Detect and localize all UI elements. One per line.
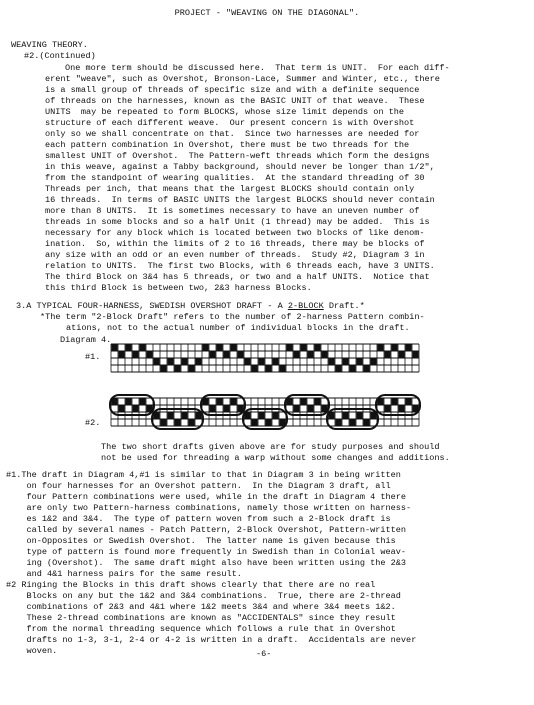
section3-heading-underlined: 2-BLOCK	[287, 301, 324, 311]
diagram-caption-line: not be used for threading a warp without some changes and additions.	[101, 453, 450, 463]
draft-1-thread-mark	[378, 345, 384, 351]
draft-1-thread-mark	[371, 359, 377, 365]
draft-1-thread-mark	[385, 352, 391, 358]
draft-1-thread-mark	[161, 366, 167, 372]
paragraph-line: are only two Pattern-harness combinations, namely those written on harness-	[6, 503, 412, 513]
paragraph-line: and 4&1 harness pairs for the same result.	[6, 569, 242, 579]
draft-1-thread-mark	[140, 345, 146, 351]
draft-1-thread-mark	[322, 352, 328, 358]
draft-2-thread-mark	[210, 406, 216, 412]
paragraph-line: only so we shall concentrate on that. Since two harnesses are needed for	[45, 129, 420, 139]
draft-1-thread-mark	[329, 359, 335, 365]
draft-1-thread-mark	[189, 366, 195, 372]
paragraph-line: structure of each different weave. Our present concern is with Overshot	[45, 118, 415, 128]
draft-2-thread-mark	[364, 420, 370, 426]
draft-1-thread-mark	[406, 345, 412, 351]
draft-1-thread-mark	[168, 359, 174, 365]
paragraph-line: UNITS may be repeated to form BLOCKS, whose size limit depends on the	[45, 107, 405, 117]
draft-1-thread-mark	[147, 352, 153, 358]
draft-2-thread-mark	[168, 413, 174, 419]
paragraph-line: erent "weave", such as Overshot, Bronson-Lace, Summer and Winter, etc., there	[45, 74, 440, 84]
section-heading: WEAVING THEORY.	[11, 40, 88, 50]
draft-2-thread-mark	[357, 413, 363, 419]
paragraph-line: any size with an odd or an even number of threads. Study #2, Diagram 3 in	[45, 250, 425, 260]
diagram-caption-line: The two short drafts given above are for study purposes and should	[101, 442, 440, 452]
paragraph-line: from the standpoint of wearing qualities. At the standard threading of 30	[45, 173, 425, 183]
draft-2-thread-mark	[308, 406, 314, 412]
draft-1-thread-mark	[231, 345, 237, 351]
paragraph-line: of threads on the harnesses, known as the BASIC UNIT of that weave. These	[45, 96, 425, 106]
paragraph-line: #1.The draft in Diagram 4,#1 is similar to that in Diagram 3 in being written	[6, 470, 401, 480]
section3-heading-post: Draft.*	[323, 301, 365, 311]
draft-2-thread-mark	[266, 420, 272, 426]
paragraph-line: threads in some blocks and so a half Unit (1 thread) may be added. This is	[45, 217, 430, 227]
draft-1-thread-mark	[266, 366, 272, 372]
draft-2-thread-mark	[161, 420, 167, 426]
draft-1-thread-mark	[126, 345, 132, 351]
paragraph-line: in this weave, against a Tabby background, should never be longer than 1/2",	[45, 162, 435, 172]
paragraph-line: Blocks on any but the 1&2 and 3&4 combinations. True, there are 2-thread	[6, 591, 401, 601]
draft-1-thread-mark	[133, 352, 139, 358]
paragraph-line: 16 threads. In terms of BASIC UNITS the largest BLOCKS should never contain	[45, 195, 435, 205]
draft-1-thread-mark	[210, 352, 216, 358]
paragraph-line: is a small group of threads of specific size and with a definite sequence	[45, 85, 420, 95]
paragraph-line: combinations of 2&3 and 4&1 where 1&2 meets 3&4 and where 3&4 meets 1&2.	[6, 602, 396, 612]
footnote-line: *The term "2-Block Draft" refers to the number of 2-harness Pattern combin-	[40, 312, 425, 322]
paragraph-line: more than 8 UNITS. It is sometimes necessary to have an uneven number of	[45, 206, 420, 216]
draft-2-thread-mark	[294, 406, 300, 412]
draft2-label: #2.	[85, 418, 101, 428]
draft-1-thread-mark	[182, 359, 188, 365]
draft-1-thread-mark	[119, 352, 125, 358]
paragraph-line: type of pattern is found more frequently in Swedish than in Colonial weav-	[6, 547, 407, 557]
draft-1-thread-mark	[224, 352, 230, 358]
page-title: PROJECT - "WEAVING ON THE DIAGONAL".	[174, 8, 360, 18]
draft-1-thread-mark	[364, 366, 370, 372]
paragraph-line: each pattern combination in Overshot, there must be two threads for the	[45, 140, 410, 150]
draft-2-thread-mark	[385, 406, 391, 412]
diagram-label: Diagram 4.	[60, 335, 112, 345]
draft-1-thread-mark	[245, 359, 251, 365]
draft-1-thread-mark	[399, 352, 405, 358]
paragraph-line: this third Block is between two, 2&3 harness Blocks.	[45, 283, 312, 293]
paragraph-line: from the normal threading sequence which follows a rule that in Overshot	[6, 624, 396, 634]
footnote-line: ations, not to the actual number of individual blocks in the draft.	[66, 323, 410, 333]
draft-2-thread-mark	[231, 399, 237, 405]
draft-1-thread-mark	[112, 345, 118, 351]
draft-1-thread-mark	[203, 345, 209, 351]
draft-1-thread-mark	[252, 366, 258, 372]
draft-1-thread-mark	[217, 345, 223, 351]
draft-1-thread-mark	[357, 359, 363, 365]
draft-1-thread-mark	[280, 366, 286, 372]
draft-1-thread-mark	[294, 352, 300, 358]
paragraph-line: necessary for any block which is located between two blocks of like denom-	[45, 228, 425, 238]
paragraph-line: #2 Ringing the Blocks in this draft shows clearly that there are no real	[6, 580, 376, 590]
paragraph-line: relation to UNITS. The first two Blocks, with 6 threads each, have 3 UNITS.	[45, 261, 435, 271]
paragraph-line: woven.	[6, 646, 58, 656]
draft-1-thread-mark	[392, 345, 398, 351]
draft-2-thread-mark	[126, 399, 132, 405]
draft-2-thread-mark	[189, 420, 195, 426]
draft1-label: #1.	[85, 352, 101, 362]
paragraph-line: ination. So, within the limits of 2 to 16 threads, there may be blocks of	[45, 239, 425, 249]
draft-1-thread-mark	[301, 345, 307, 351]
subsection-heading: #2.(Continued)	[24, 51, 96, 61]
draft-2-thread-mark	[133, 406, 139, 412]
page-number: -6-	[256, 649, 272, 659]
draft-1-thread-mark	[350, 366, 356, 372]
draft-1-thread-mark	[413, 352, 419, 358]
draft-2-thread-mark	[119, 406, 125, 412]
paragraph-line: es 1&2 and 3&4. The type of pattern woven from such a 2-Block draft is	[6, 514, 391, 524]
section3-heading	[16, 301, 365, 312]
draft-2-thread-mark	[182, 413, 188, 419]
draft-2-thread-mark	[399, 406, 405, 412]
draft-2-thread-mark	[343, 413, 349, 419]
draft-2-thread-mark	[315, 399, 321, 405]
draft-1-thread-mark	[238, 352, 244, 358]
draft-2-thread-mark	[224, 406, 230, 412]
draft-1-thread-mark	[259, 359, 265, 365]
draft-2-grid	[107, 390, 423, 440]
draft-2-thread-mark	[406, 399, 412, 405]
draft-2-thread-mark	[217, 399, 223, 405]
draft-2-thread-mark	[252, 420, 258, 426]
draft-2-thread-mark	[350, 420, 356, 426]
paragraph-line: The third Block on 3&4 has 5 threads, or two and a half UNITS. Notice that	[45, 272, 430, 282]
paragraph-line: on-Opposites or Swedish Overshot. The latter name is given because this	[6, 536, 396, 546]
draft-2-thread-mark	[301, 399, 307, 405]
paragraph-line: smallest UNIT of Overshot. The Pattern-weft threads which form the designs	[45, 151, 430, 161]
draft-1-thread-mark	[154, 359, 160, 365]
draft-1-thread-mark	[343, 359, 349, 365]
draft-1-thread-mark	[287, 345, 293, 351]
paragraph-line: called by several names - Patch Pattern, 2-Block Overshot, Pattern-written	[6, 525, 407, 535]
draft-1-thread-mark	[273, 359, 279, 365]
section3-heading-pre: 3.A TYPICAL FOUR-HARNESS, SWEDISH OVERSHOT DRAFT - A	[16, 301, 288, 311]
paragraph-line: on four harnesses for an Overshot pattern. In the Diagram 3 draft, all	[6, 481, 391, 491]
paragraph-line: Threads per inch, that means that the largest BLOCKS should contain only	[45, 184, 415, 194]
paragraph-line: ing (Overshot). The same draft might also have been written using the 2&3	[6, 558, 407, 568]
draft-2-thread-mark	[336, 420, 342, 426]
paragraph-line: four Pattern combinations were used, while in the draft in Diagram 4 there	[6, 492, 407, 502]
draft-2-thread-mark	[175, 420, 181, 426]
draft-1-thread-mark	[308, 352, 314, 358]
draft-2-thread-mark	[259, 413, 265, 419]
paragraph-line: These 2-thread combinations are known as "ACCIDENTALS" since they result	[6, 613, 396, 623]
draft-1-thread-mark	[196, 359, 202, 365]
draft-2-thread-mark	[273, 413, 279, 419]
draft-1-thread-mark	[336, 366, 342, 372]
draft-2-thread-mark	[140, 399, 146, 405]
paragraph-line: One more term should be discussed here. That term is UNIT. For each diff-	[65, 63, 450, 73]
paragraph-line: drafts no 1-3, 3-1, 2-4 or 4-2 is written in a draft. Accidentals are never	[6, 635, 417, 645]
draft-1-thread-mark	[175, 366, 181, 372]
draft-1-grid	[107, 340, 423, 376]
draft-2-thread-mark	[392, 399, 398, 405]
draft-1-thread-mark	[315, 345, 321, 351]
